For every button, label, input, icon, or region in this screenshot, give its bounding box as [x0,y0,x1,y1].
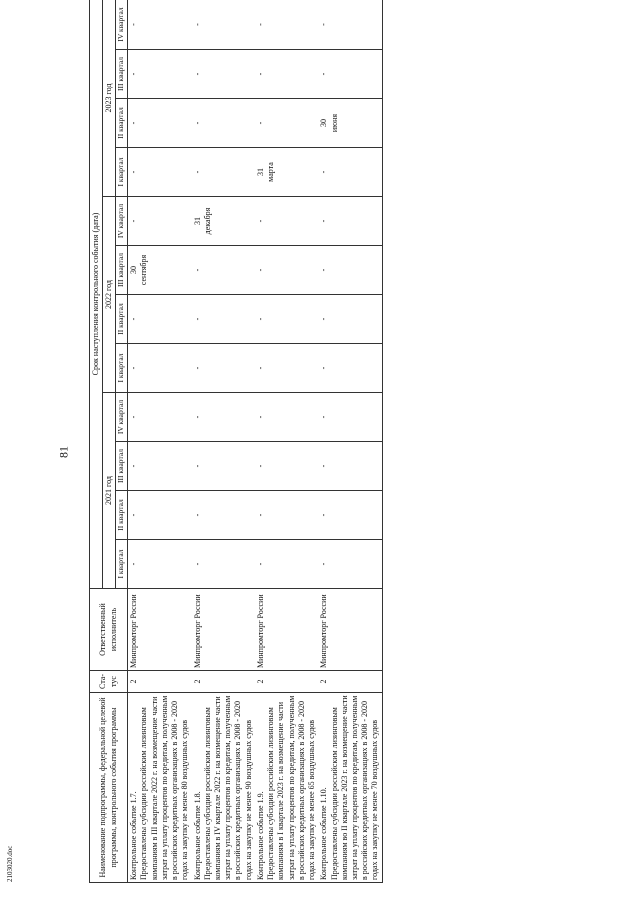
deadline-cell [255,442,318,491]
deadline-cell [192,148,255,197]
deadline-day: 31 [192,217,202,225]
control-event-cell [128,693,192,883]
deadline-dash: - [192,366,202,370]
deadline-dash: - [192,513,202,517]
header-quarter: II квартал [116,491,128,540]
deadline-month: марта [266,162,276,182]
deadline-dash: - [192,415,202,419]
deadline-dash: - [129,72,139,76]
deadline-dash: - [255,317,265,321]
deadline-cell [192,295,255,344]
deadline-cell [318,246,382,295]
deadline-dash: - [129,513,139,517]
deadline-dash: - [255,121,265,125]
deadline-dash: - [319,170,329,174]
deadline-dash: - [255,72,265,76]
deadline-dash: - [319,464,329,468]
deadline-month: сентября [139,254,149,286]
deadline-dash: - [129,562,139,566]
deadline-cell [192,442,255,491]
deadline-dash: - [192,562,202,566]
deadline-cell [192,0,255,50]
deadline-cell [318,99,382,148]
deadline-dash: - [192,464,202,468]
deadline-dash: - [129,170,139,174]
deadline-cell [318,295,382,344]
deadline-cell [255,344,318,393]
control-event-cell [192,693,255,883]
table-row [255,0,318,883]
header-year-2022: 2022 год [103,197,116,393]
control-event-description: Предоставлены субсидии российским лизинговым компаниям в III квартале 2022 г. на возмещение части затрат на уплату процентов по кредитам, полученным в российских кредитных организациях в 2008 - 2020 годах на закупку не менее 80 воздушных судов [139,695,190,880]
deadline-dash: - [319,562,329,566]
executor-cell: Минпромторг России [255,589,318,671]
deadline-cell [192,99,255,148]
deadline-cell [318,0,382,50]
deadline-cell [192,246,255,295]
deadline-cell [318,540,382,589]
header-quarter: I квартал [116,344,128,393]
executor-cell: Минпромторг России [192,589,255,671]
control-event-description: Предоставлены субсидии российским лизинговым компаниям в I квартале 2023 г. на возмещение части затрат на уплату процентов по кредитам, полученным в российских кредитных организациях в 2008 - 2020 годах на закупку не менее 65 воздушных судов [266,695,317,880]
deadline-cell [192,540,255,589]
deadline-cell [318,148,382,197]
deadline-dash: - [192,121,202,125]
control-events-table [89,0,383,883]
deadline-cell [318,344,382,393]
deadline-cell [128,197,192,246]
control-event-title: Контрольное событие 1.7. [129,791,139,880]
deadline-dash: - [192,268,202,272]
deadline-cell [192,197,255,246]
deadline-dash: - [255,513,265,517]
deadline-dash: - [192,170,202,174]
deadline-dash: - [319,23,329,26]
deadline-day: 30 [319,119,329,127]
executor-cell: Минпромторг России [318,589,382,671]
deadline-cell [128,540,192,589]
deadline-day: 30 [129,266,139,274]
deadline-cell [128,295,192,344]
deadline-dash: - [255,268,265,272]
deadline-cell [192,491,255,540]
deadline-dash: - [129,23,139,26]
table-row [318,0,382,883]
deadline-dash: - [129,219,139,223]
rotated-page-content [89,3,609,883]
deadline-dash: - [255,415,265,419]
deadline-cell [192,344,255,393]
deadline-dash: - [319,317,329,321]
deadline-cell [255,197,318,246]
deadline-cell [255,393,318,442]
header-year-2021: 2021 год [103,393,116,589]
control-event-description: Предоставлены субсидии российским лизинговым компаниям в IV квартале 2022 г. на возмещение части затрат на уплату процентов по кредитам, полученным в российских кредитных организациях в 2008 - 2020 годах на закупку не менее 90 воздушных судов [202,695,253,880]
page-number: 81 [56,446,71,458]
deadline-cell [128,148,192,197]
deadline-cell [255,99,318,148]
deadline-cell [255,246,318,295]
deadline-month: декабря [202,207,212,235]
deadline-cell [255,0,318,50]
deadline-month: июня [329,113,339,133]
table-row [192,0,255,883]
deadline-dash: - [319,219,329,223]
table-row [128,0,192,883]
deadline-cell [192,50,255,99]
deadline-dash: - [319,366,329,370]
deadline-dash: - [129,121,139,125]
header-quarter: IV квартал [116,0,128,50]
deadline-dash: - [129,366,139,370]
header-executor: Ответственный исполнитель [90,589,128,671]
header-quarter: III квартал [116,50,128,99]
deadline-dash: - [255,219,265,223]
header-quarter: I квартал [116,148,128,197]
deadline-dash: - [255,23,265,26]
header-quarter: II квартал [116,99,128,148]
deadline-dash: - [319,415,329,419]
deadline-cell [318,442,382,491]
control-event-cell [318,693,382,883]
header-status: Ста-тус [90,671,128,693]
deadline-dash: - [192,72,202,76]
deadline-day: 31 [255,168,265,176]
deadline-cell [255,148,318,197]
executor-cell: Минпромторг России [128,589,192,671]
deadline-dash: - [255,464,265,468]
deadline-cell [128,393,192,442]
control-event-title: Контрольное событие 1.8. [192,791,202,880]
status-cell: 2 [318,671,382,693]
deadline-cell [128,50,192,99]
control-event-title: Контрольное событие 1.9. [255,791,265,880]
deadline-dash: - [129,464,139,468]
deadline-cell [128,442,192,491]
status-cell: 2 [255,671,318,693]
header-quarter: I квартал [116,540,128,589]
deadline-dash: - [319,268,329,272]
deadline-cell [255,491,318,540]
deadline-cell [128,0,192,50]
deadline-dash: - [192,23,202,26]
header-quarter: III квартал [116,246,128,295]
header-quarter: IV квартал [116,197,128,246]
deadline-dash: - [319,513,329,517]
header-quarter: III квартал [116,442,128,491]
deadline-cell [318,491,382,540]
deadline-cell [128,246,192,295]
deadline-cell [255,50,318,99]
control-event-title: Контрольное событие 1.10. [319,787,329,880]
header-quarter: II квартал [116,295,128,344]
status-cell: 2 [128,671,192,693]
deadline-cell [318,197,382,246]
header-year-2023: 2023 год [103,0,116,197]
deadline-cell [128,344,192,393]
deadline-dash: - [192,317,202,321]
deadline-cell [128,99,192,148]
header-deadline: Срок наступления контрольного события (дата) [90,0,103,589]
deadline-cell [128,491,192,540]
status-cell: 2 [192,671,255,693]
header-name: Наименование подпрограммы, федеральной целевой программы, контрольного события программы [90,693,128,883]
deadline-dash: - [319,72,329,76]
deadline-dash: - [255,562,265,566]
deadline-cell [255,540,318,589]
deadline-dash: - [129,317,139,321]
deadline-cell [318,50,382,99]
deadline-dash: - [129,415,139,419]
control-event-cell [255,693,318,883]
control-event-description: Предоставлены субсидии российским лизинговым компаниям во II квартале 2023 г. на возмещение части затрат на уплату процентов по кредитам, полученным в российских кредитных организациях в 2008 - 2020 годах на закупку не менее 70 воздушных судов [329,695,380,880]
header-quarter: IV квартал [116,393,128,442]
deadline-cell [255,295,318,344]
footer-file-name: 2103020.doc [6,845,14,882]
deadline-cell [318,393,382,442]
deadline-dash: - [255,366,265,370]
deadline-cell [192,393,255,442]
